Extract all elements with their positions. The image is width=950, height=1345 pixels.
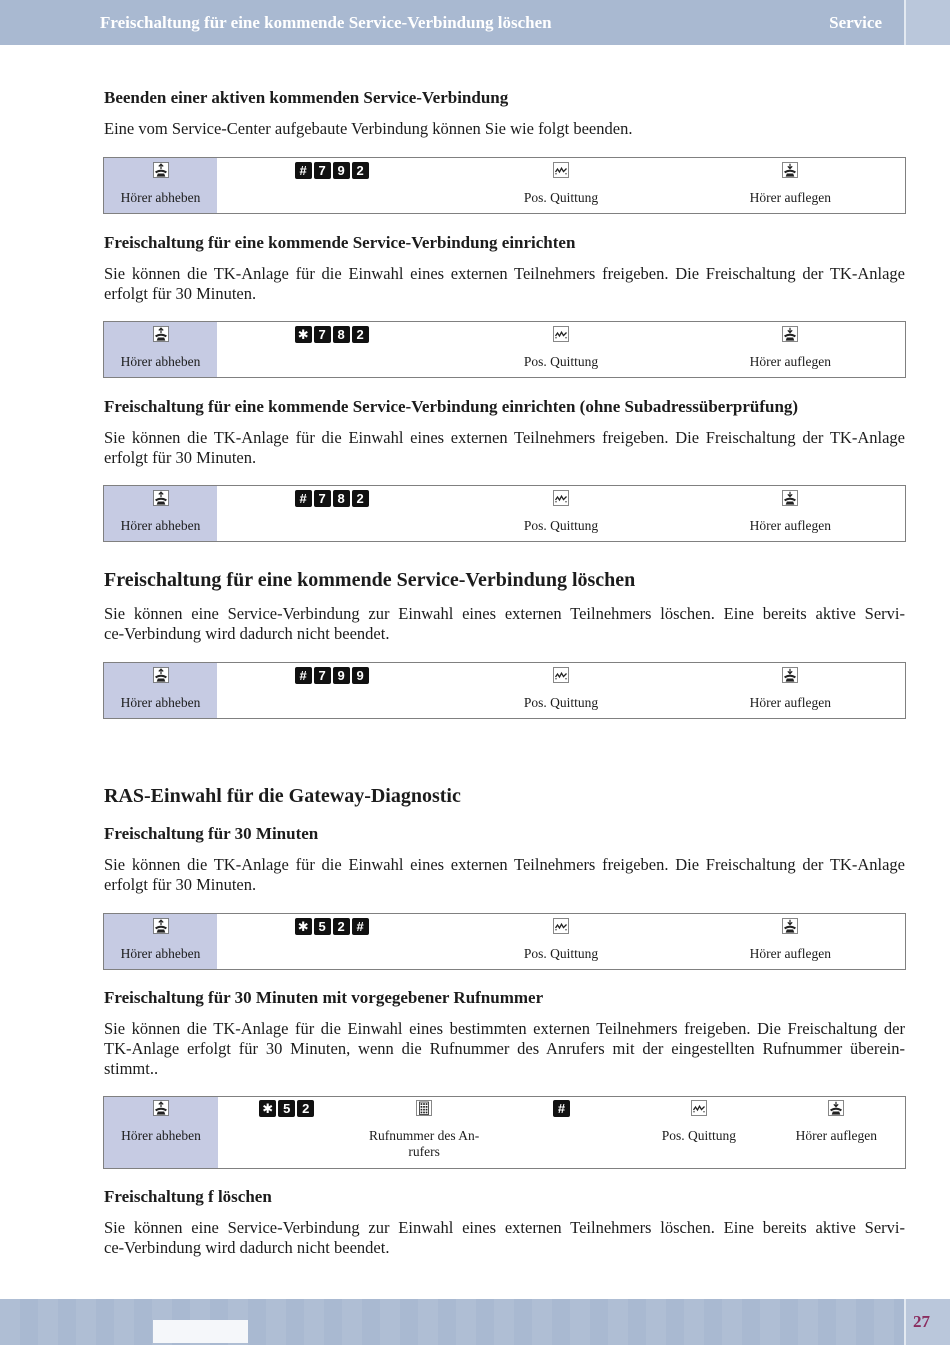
step-label: Hörer auflegen bbox=[749, 518, 831, 533]
procedure-table bbox=[103, 913, 906, 970]
footer-bar bbox=[0, 1299, 950, 1345]
positive-ack-tone-icon bbox=[553, 918, 569, 934]
handset-lift-icon bbox=[153, 918, 169, 934]
step-label: Pos. Quittung bbox=[523, 518, 599, 533]
step-lift-handset bbox=[104, 663, 217, 718]
procedure-table bbox=[103, 662, 906, 719]
footer-tab bbox=[153, 1320, 248, 1343]
handset-lift-icon bbox=[153, 667, 169, 683]
step-label: Hörer abheben bbox=[120, 946, 201, 961]
step-label: Hörer abheben bbox=[120, 190, 201, 205]
paragraph-line: Sie können die TK-Anlage für die Einwahl eines externen Teilnehmers freigeben. Die Freischaltung der TK-Anlage bbox=[104, 428, 905, 447]
step-positive-ack bbox=[446, 486, 675, 541]
keypad-icon bbox=[416, 1100, 432, 1116]
paragraph-line: Sie können eine Service-Verbindung zur Einwahl eines externen Teilnehmers löschen. Eine bereits aktive Servi- bbox=[104, 1218, 905, 1237]
section-heading: Freischaltung für eine kommende Service-Verbindung einrichten (ohne Subadressüberprüfung) bbox=[104, 397, 799, 416]
step-label: Pos. Quittung bbox=[523, 695, 599, 710]
step-label bbox=[355, 1128, 492, 1160]
positive-ack-tone-icon bbox=[691, 1100, 707, 1116]
header-section-label: Service bbox=[829, 13, 882, 32]
step-label-line: rufers bbox=[408, 1144, 440, 1159]
subsection-heading: Freischaltung für 30 Minuten bbox=[104, 824, 319, 843]
key-hash: # bbox=[295, 162, 312, 179]
key-sequence bbox=[217, 490, 446, 507]
step-enter-caller-number bbox=[355, 1097, 492, 1168]
key-2: 2 bbox=[333, 918, 350, 935]
handset-lift-icon bbox=[153, 326, 169, 342]
key-8: 8 bbox=[333, 490, 350, 507]
key-hash: # bbox=[553, 1100, 570, 1117]
key-sequence bbox=[217, 326, 446, 343]
handset-lift-icon bbox=[153, 162, 169, 178]
step-hang-up bbox=[768, 1097, 905, 1168]
key-2: 2 bbox=[297, 1100, 314, 1117]
paragraph-line: Eine vom Service-Center aufgebaute Verbindung können Sie wie folgt beenden. bbox=[104, 119, 633, 138]
key-sequence bbox=[218, 1100, 355, 1117]
procedure-table bbox=[103, 485, 906, 542]
header-corner-tab bbox=[904, 0, 950, 45]
paragraph-line: ce-Verbindung wird dadurch nicht beendet. bbox=[104, 624, 390, 643]
step-label: Pos. Quittung bbox=[523, 946, 599, 961]
handset-lift-icon bbox=[153, 490, 169, 506]
step-dial-code bbox=[218, 1097, 355, 1168]
step-positive-ack bbox=[630, 1097, 767, 1168]
paragraph bbox=[104, 119, 905, 139]
key-7: 7 bbox=[314, 326, 331, 343]
step-label: Hörer abheben bbox=[120, 518, 201, 533]
section-heading: Beenden einer aktiven kommenden Service-Verbindung bbox=[104, 88, 509, 107]
handset-lift-icon bbox=[153, 1100, 169, 1116]
paragraph bbox=[104, 1019, 905, 1079]
paragraph-line: stimmt.. bbox=[104, 1059, 159, 1078]
paragraph-line: Sie können die TK-Anlage für die Einwahl eines bestimmten externen Teilnehmers freigeben. Die Freischaltung der bbox=[104, 1019, 905, 1038]
key-sequence bbox=[217, 918, 446, 935]
paragraph-line: Sie können die TK-Anlage für die Einwahl eines externen Teilnehmers freigeben. Die Freischaltung der TK-Anlage bbox=[104, 855, 905, 874]
step-lift-handset bbox=[104, 322, 217, 377]
paragraph bbox=[104, 428, 905, 468]
paragraph-line: erfolgt für 30 Minuten. bbox=[104, 448, 257, 467]
step-label: Hörer abheben bbox=[120, 695, 201, 710]
step-label: Hörer auflegen bbox=[749, 190, 831, 205]
handset-hangup-icon bbox=[828, 1100, 844, 1116]
paragraph bbox=[104, 604, 905, 644]
key-2: 2 bbox=[352, 162, 369, 179]
step-label: Hörer auflegen bbox=[749, 695, 831, 710]
step-label: Hörer auflegen bbox=[795, 1128, 877, 1143]
key-7: 7 bbox=[314, 162, 331, 179]
procedure-table bbox=[103, 157, 906, 214]
key-5: 5 bbox=[278, 1100, 295, 1117]
key-star: ✱ bbox=[295, 918, 312, 935]
procedure-table bbox=[103, 1096, 906, 1169]
step-lift-handset bbox=[104, 914, 217, 969]
positive-ack-tone-icon bbox=[553, 326, 569, 342]
paragraph bbox=[104, 855, 905, 895]
positive-ack-tone-icon bbox=[553, 667, 569, 683]
handset-hangup-icon bbox=[782, 326, 798, 342]
step-lift-handset bbox=[104, 158, 217, 213]
paragraph bbox=[104, 264, 905, 304]
step-dial-code bbox=[217, 914, 446, 969]
handset-hangup-icon bbox=[782, 162, 798, 178]
subsection-heading: Freischaltung f löschen bbox=[104, 1187, 272, 1206]
step-hang-up bbox=[676, 486, 905, 541]
step-hang-up bbox=[676, 322, 905, 377]
step-positive-ack bbox=[446, 663, 675, 718]
step-dial-end bbox=[493, 1097, 630, 1168]
step-lift-handset bbox=[104, 1097, 218, 1168]
key-9: 9 bbox=[352, 667, 369, 684]
key-sequence bbox=[493, 1100, 630, 1117]
procedure-table bbox=[103, 321, 906, 378]
key-8: 8 bbox=[333, 326, 350, 343]
step-lift-handset bbox=[104, 486, 217, 541]
paragraph-line: erfolgt für 30 Minuten. bbox=[104, 284, 257, 303]
step-positive-ack bbox=[446, 322, 675, 377]
paragraph-line: Sie können eine Service-Verbindung zur Einwahl eines externen Teilnehmers löschen. Eine bereits aktive Servi- bbox=[104, 604, 905, 623]
key-hash: # bbox=[295, 490, 312, 507]
handset-hangup-icon bbox=[782, 667, 798, 683]
section-title: RAS-Einwahl für die Gateway-Diagnostic bbox=[104, 785, 461, 807]
step-hang-up bbox=[676, 914, 905, 969]
positive-ack-tone-icon bbox=[553, 162, 569, 178]
step-dial-code bbox=[217, 486, 446, 541]
step-label: Pos. Quittung bbox=[661, 1128, 737, 1143]
step-dial-code bbox=[217, 322, 446, 377]
key-2: 2 bbox=[352, 326, 369, 343]
section-title: Freischaltung für eine kommende Service-Verbindung löschen bbox=[104, 569, 636, 591]
key-2: 2 bbox=[352, 490, 369, 507]
paragraph bbox=[104, 1218, 905, 1258]
paragraph-line: ce-Verbindung wird dadurch nicht beendet. bbox=[104, 1238, 390, 1257]
step-label-line: Rufnummer des An- bbox=[368, 1128, 480, 1143]
key-7: 7 bbox=[314, 490, 331, 507]
paragraph-line: TK-Anlage erfolgt für 30 Minuten, wenn die Rufnummer des Anrufers mit der eingestellten Rufnummer überein- bbox=[104, 1039, 905, 1058]
handset-hangup-icon bbox=[782, 490, 798, 506]
key-sequence bbox=[217, 162, 446, 179]
step-dial-code bbox=[217, 158, 446, 213]
paragraph-line: Sie können die TK-Anlage für die Einwahl eines externen Teilnehmers freigeben. Die Freischaltung der TK-Anlage bbox=[104, 264, 905, 283]
step-label: Hörer abheben bbox=[120, 354, 201, 369]
step-dial-code bbox=[217, 663, 446, 718]
step-hang-up bbox=[676, 158, 905, 213]
key-9: 9 bbox=[333, 162, 350, 179]
subsection-heading: Freischaltung für 30 Minuten mit vorgegebener Rufnummer bbox=[104, 988, 544, 1007]
header-title: Freischaltung für eine kommende Service-Verbindung löschen bbox=[100, 13, 552, 32]
step-label: Hörer abheben bbox=[121, 1128, 201, 1143]
paragraph-line: erfolgt für 30 Minuten. bbox=[104, 875, 257, 894]
section-heading: Freischaltung für eine kommende Service-Verbindung einrichten bbox=[104, 233, 576, 252]
key-hash: # bbox=[352, 918, 369, 935]
step-label: Pos. Quittung bbox=[523, 354, 599, 369]
step-positive-ack bbox=[446, 158, 675, 213]
positive-ack-tone-icon bbox=[553, 490, 569, 506]
step-label: Pos. Quittung bbox=[523, 190, 599, 205]
key-sequence bbox=[217, 667, 446, 684]
step-label: Hörer auflegen bbox=[749, 354, 831, 369]
page-number: 27 bbox=[913, 1312, 930, 1331]
key-9: 9 bbox=[333, 667, 350, 684]
footer-corner-tab bbox=[904, 1299, 950, 1345]
key-star: ✱ bbox=[295, 326, 312, 343]
step-label: Hörer auflegen bbox=[749, 946, 831, 961]
key-hash: # bbox=[295, 667, 312, 684]
key-7: 7 bbox=[314, 667, 331, 684]
header-bar bbox=[0, 0, 950, 45]
key-star: ✱ bbox=[259, 1100, 276, 1117]
handset-hangup-icon bbox=[782, 918, 798, 934]
step-hang-up bbox=[676, 663, 905, 718]
step-positive-ack bbox=[446, 914, 675, 969]
key-5: 5 bbox=[314, 918, 331, 935]
